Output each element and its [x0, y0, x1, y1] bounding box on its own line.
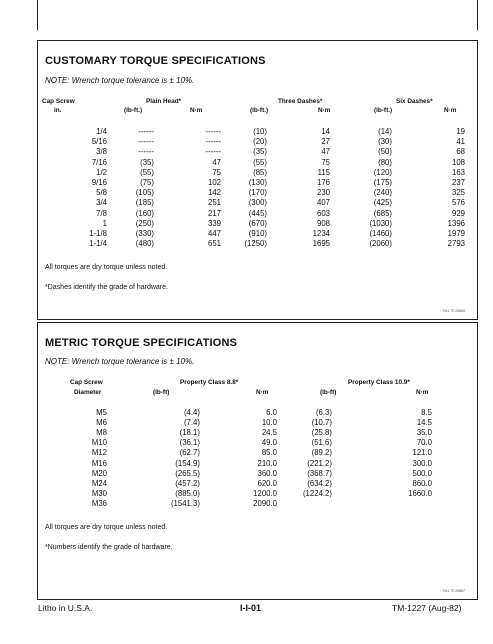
- customary-cell-ph_lb: (330): [135, 229, 154, 238]
- customary-cell-ph_nm: 447: [207, 229, 221, 238]
- customary-cell-td_lb: (35): [253, 147, 267, 157]
- customary-cell-td_lb: (445): [248, 208, 267, 218]
- metric-cell-a_lb: (18.1): [179, 428, 200, 438]
- customary-cell-sd_nm: 1979: [447, 229, 465, 238]
- metric-footnote-numbers: *Numbers identify the grade of hardware.: [45, 544, 173, 551]
- customary-cell-ph_lb: (160): [135, 208, 154, 218]
- metric-cell-size: M24: [91, 478, 107, 488]
- metric-cell-a_lb: (7.4): [183, 418, 200, 428]
- customary-title: CUSTOMARY TORQUE SPECIFICATIONS: [45, 55, 266, 67]
- customary-footnote-dashes: *Dashes identify the grade of hardware.: [45, 284, 168, 291]
- metric-header-diameter: Diameter: [74, 389, 102, 396]
- customary-cell-td_nm: 47: [321, 147, 330, 157]
- customary-cell-sd_lb: (240): [373, 188, 392, 198]
- customary-cell-size: 5/16: [91, 137, 107, 147]
- customary-cell-td_nm: 176: [316, 178, 330, 187]
- customary-cell-ph_lb: (250): [135, 218, 154, 228]
- customary-cell-td_lb: (85): [253, 167, 267, 177]
- header-three-dashes: Three Dashes*: [278, 98, 323, 105]
- customary-cell-td_nm: 27: [321, 137, 330, 147]
- customary-cell-td_lb: (20): [253, 137, 267, 147]
- customary-cell-size: 3/4: [96, 198, 107, 208]
- customary-cell-td_lb: (1250): [244, 239, 267, 249]
- metric-cell-size: M8: [96, 428, 107, 438]
- customary-cell-sd_lb: (1460): [369, 229, 392, 238]
- customary-cell-td_nm: 115: [317, 167, 330, 177]
- customary-cell-size: 7/16: [91, 157, 107, 167]
- customary-cell-td_nm: 407: [316, 198, 330, 208]
- customary-cell-sd_lb: (1030): [369, 218, 392, 228]
- metric-cell-b_lb: (89.2): [311, 448, 332, 458]
- header-three-nm: N·m: [318, 107, 331, 114]
- metric-cell-a_nm: 210.0: [257, 458, 277, 468]
- customary-cell-ph_nm: 47: [212, 157, 221, 167]
- metric-cell-a_nm: 49.0: [261, 438, 277, 448]
- top-rule-right: [477, 0, 478, 30]
- metric-cell-size: M36: [91, 498, 107, 508]
- customary-cell-sd_nm: 68: [456, 147, 465, 157]
- customary-cell-sd_nm: 325: [451, 188, 465, 198]
- metric-cell-size: M10: [91, 438, 107, 448]
- customary-cell-ph_lb: (185): [135, 198, 154, 208]
- customary-cell-ph_nm: ------: [205, 127, 221, 136]
- metric-cell-a_nm: 6.0: [266, 408, 277, 417]
- metric-cell-b_nm: 14.5: [416, 418, 432, 428]
- metric-cell-size: M20: [91, 468, 107, 478]
- metric-cell-size: M16: [91, 458, 107, 468]
- customary-cell-sd_nm: 41: [456, 137, 465, 147]
- customary-cell-td_lb: (10): [253, 127, 267, 136]
- metric-cell-b_lb: (1224.2): [302, 488, 332, 498]
- customary-cell-td_nm: 230: [316, 188, 330, 198]
- top-rule-left: [37, 0, 38, 30]
- customary-cell-ph_nm: ------: [205, 137, 221, 147]
- metric-header-pc109-lbft: (lb-ft): [320, 389, 337, 396]
- customary-cell-size: 5/8: [96, 188, 107, 198]
- customary-torque-section: [37, 40, 478, 320]
- customary-cell-td_lb: (170): [248, 188, 267, 198]
- customary-cell-td_lb: (300): [248, 198, 267, 208]
- metric-cell-b_lb: (368.7): [307, 468, 332, 478]
- header-in: in.: [54, 107, 62, 114]
- metric-cell-b_nm: 500.0: [412, 468, 432, 478]
- customary-cell-sd_lb: (80): [378, 157, 392, 167]
- customary-cell-sd_lb: (120): [373, 167, 392, 177]
- metric-cell-size: M5: [96, 408, 107, 417]
- customary-cell-sd_nm: 19: [456, 127, 465, 136]
- customary-cell-ph_lb: ------: [138, 137, 154, 147]
- customary-cell-sd_lb: (425): [373, 198, 392, 208]
- metric-figure-code: TM1 70 25887: [442, 589, 465, 593]
- metric-cell-b_lb: (51.6): [311, 438, 332, 448]
- customary-cell-td_lb: (670): [248, 218, 267, 228]
- customary-cell-sd_nm: 2793: [447, 239, 465, 249]
- metric-header-pc109: Property Class 10.9*: [348, 379, 410, 386]
- customary-cell-size: 1/4: [96, 127, 107, 136]
- metric-cell-a_nm: 360.0: [257, 468, 277, 478]
- metric-cell-b_lb: (10.7): [311, 418, 332, 428]
- metric-cell-b_lb: (25.8): [311, 428, 332, 438]
- customary-cell-sd_nm: 163: [451, 167, 465, 177]
- metric-cell-a_lb: (1541.3): [170, 498, 200, 508]
- metric-cell-a_lb: (265.5): [175, 468, 200, 478]
- customary-cell-ph_lb: (75): [140, 178, 154, 187]
- metric-cell-b_lb: (221.2): [307, 458, 332, 468]
- header-cap-screw: Cap Screw: [42, 98, 75, 105]
- customary-cell-sd_lb: (14): [378, 127, 392, 136]
- metric-cell-b_lb: (634.2): [307, 478, 332, 488]
- customary-cell-sd_lb: (50): [378, 147, 392, 157]
- metric-cell-a_lb: (457.2): [175, 478, 200, 488]
- header-three-lbft: (lb-ft.): [250, 107, 269, 114]
- metric-cell-a_nm: 10.0: [261, 418, 277, 428]
- customary-cell-ph_lb: (55): [140, 167, 154, 177]
- customary-cell-td_nm: 908: [316, 218, 330, 228]
- header-six-dashes: Six Dashes*: [396, 98, 433, 105]
- customary-cell-td_nm: 603: [316, 208, 330, 218]
- header-six-nm: N·m: [444, 107, 457, 114]
- metric-cell-size: M30: [91, 488, 107, 498]
- header-six-lbft: (lb-ft.): [374, 107, 393, 114]
- footer-litho: Litho in U.S.A.: [38, 603, 93, 613]
- customary-cell-ph_nm: 251: [207, 198, 221, 208]
- customary-note: NOTE: Wrench torque tolerance is ± 10%.: [45, 76, 195, 85]
- header-plain-nm: N·m: [190, 107, 203, 114]
- customary-cell-ph_lb: (35): [140, 157, 154, 167]
- customary-cell-td_lb: (130): [248, 178, 267, 187]
- metric-note: NOTE: Wrench torque tolerance is ± 10%.: [45, 357, 195, 366]
- metric-cell-a_nm: 24.5: [261, 428, 277, 438]
- metric-cell-a_nm: 85.0: [261, 448, 277, 458]
- customary-cell-ph_nm: 75: [212, 167, 221, 177]
- customary-cell-td_nm: 1695: [312, 239, 330, 249]
- metric-footnote-dry: All torques are dry torque unless noted.: [45, 524, 168, 531]
- customary-cell-size: 1: [102, 218, 107, 228]
- metric-title: METRIC TORQUE SPECIFICATIONS: [45, 337, 238, 349]
- customary-cell-ph_lb: ------: [138, 147, 154, 157]
- customary-cell-td_lb: (55): [253, 157, 267, 167]
- metric-header-pc88: Property Class 8.8*: [180, 379, 239, 386]
- customary-cell-ph_nm: 651: [207, 239, 221, 249]
- metric-torque-section: [37, 322, 478, 600]
- customary-cell-sd_nm: 1396: [447, 218, 465, 228]
- metric-header-pc88-lbft: (lb-ft): [153, 389, 170, 396]
- customary-cell-sd_lb: (175): [373, 178, 392, 187]
- metric-cell-size: M6: [96, 418, 107, 428]
- metric-cell-b_nm: 300.0: [412, 458, 432, 468]
- customary-figure-code: TM1 70 25880: [442, 309, 465, 313]
- metric-cell-a_lb: (62.7): [179, 448, 200, 458]
- customary-cell-sd_nm: 576: [451, 198, 465, 208]
- customary-cell-sd_nm: 108: [451, 157, 465, 167]
- metric-cell-a_lb: (154.9): [175, 458, 200, 468]
- customary-cell-sd_lb: (2060): [369, 239, 392, 249]
- customary-footnote-dry: All torques are dry torque unless noted.: [45, 264, 168, 271]
- customary-cell-sd_lb: (30): [378, 137, 392, 147]
- metric-cell-a_lb: (36.1): [179, 438, 200, 448]
- customary-cell-size: 3/8: [96, 147, 107, 157]
- metric-cell-a_nm: 2090.0: [253, 498, 277, 508]
- customary-cell-td_nm: 14: [321, 127, 330, 136]
- customary-cell-sd_nm: 929: [451, 208, 465, 218]
- metric-cell-size: M12: [91, 448, 107, 458]
- customary-cell-ph_nm: 142: [207, 188, 221, 198]
- metric-cell-b_lb: (6.3): [315, 408, 332, 417]
- metric-cell-b_nm: 8.5: [421, 408, 432, 417]
- metric-cell-a_nm: 620.0: [257, 478, 277, 488]
- customary-cell-sd_nm: 237: [451, 178, 465, 187]
- metric-cell-b_nm: 1660.0: [408, 488, 432, 498]
- footer-tm-number: TM-1227 (Aug-82): [392, 603, 462, 613]
- metric-cell-a_lb: (4.4): [183, 408, 200, 417]
- metric-header-cap-screw: Cap Screw: [70, 379, 103, 386]
- customary-cell-td_nm: 1234: [312, 229, 330, 238]
- customary-cell-ph_lb: (105): [135, 188, 154, 198]
- customary-cell-size: 7/8: [96, 208, 107, 218]
- customary-cell-ph_nm: ------: [205, 147, 221, 157]
- customary-cell-size: 9/16: [91, 178, 107, 187]
- metric-header-pc88-nm: N·m: [256, 389, 269, 396]
- customary-cell-ph_lb: ------: [138, 127, 154, 136]
- customary-cell-ph_nm: 217: [207, 208, 221, 218]
- customary-cell-td_lb: (910): [248, 229, 267, 238]
- customary-cell-ph_nm: 339: [207, 218, 221, 228]
- metric-cell-b_nm: 35.0: [416, 428, 432, 438]
- customary-cell-size: 1-1/8: [89, 229, 107, 238]
- customary-cell-ph_nm: 102: [207, 178, 221, 187]
- metric-cell-b_nm: 70.0: [416, 438, 432, 448]
- metric-cell-a_lb: (885.0): [175, 488, 200, 498]
- metric-cell-b_nm: 121.0: [412, 448, 432, 458]
- footer-page-number: I-I-01: [240, 603, 262, 613]
- metric-cell-a_nm: 1200.0: [253, 488, 277, 498]
- metric-header-pc109-nm: N·m: [416, 389, 429, 396]
- customary-cell-size: 1/2: [96, 167, 107, 177]
- header-plain-head: Plain Head*: [146, 98, 182, 105]
- customary-cell-td_nm: 75: [321, 157, 330, 167]
- header-plain-lbft: (lb-ft.): [124, 107, 143, 114]
- metric-cell-b_nm: 860.0: [412, 478, 432, 488]
- customary-cell-size: 1-1/4: [89, 239, 107, 249]
- customary-cell-sd_lb: (685): [373, 208, 392, 218]
- customary-cell-ph_lb: (480): [135, 239, 154, 249]
